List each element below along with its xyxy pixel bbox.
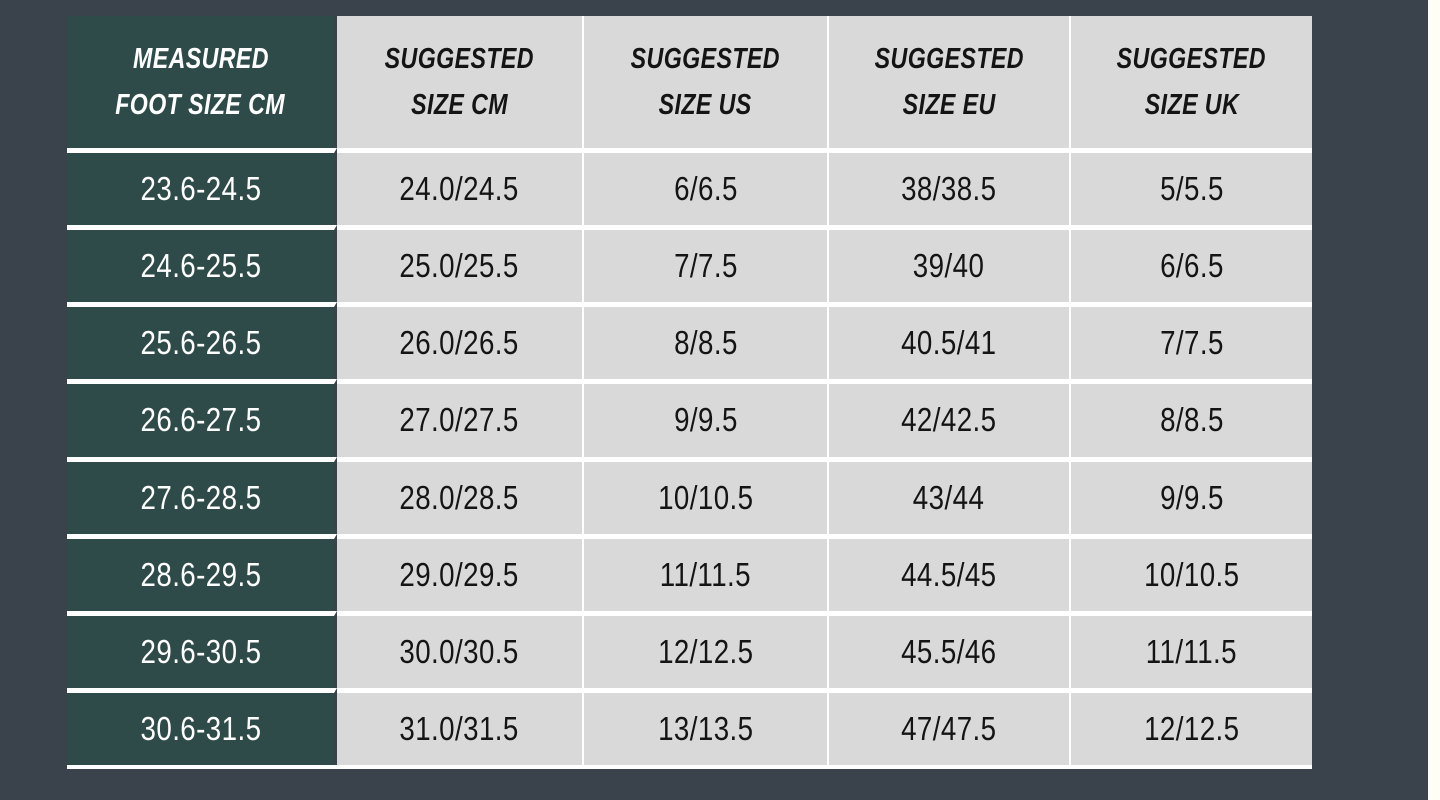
- size-cell: [584, 457, 829, 534]
- header-line: SUGGESTED: [384, 43, 535, 75]
- size-uk-value: 7/7.5: [1159, 324, 1224, 362]
- size-eu-value: 40.5/41: [901, 324, 997, 362]
- size-cell: [337, 302, 584, 379]
- size-us-value: 13/13.5: [657, 709, 754, 747]
- size-uk-value: 12/12.5: [1143, 709, 1240, 747]
- size-cell: [337, 379, 584, 456]
- header-line: FOOT SIZE CM: [115, 89, 286, 121]
- size-cm-value: 31.0/31.5: [399, 709, 520, 747]
- size-eu-value: 47/47.5: [901, 709, 997, 747]
- size-eu-value: 42/42.5: [901, 401, 997, 439]
- size-cell: [829, 688, 1071, 765]
- row-label-cell: [67, 148, 337, 225]
- size-cell: [337, 688, 584, 765]
- size-cell: [337, 457, 584, 534]
- size-cell: [1071, 534, 1312, 611]
- header-cell-suggested-size-eu: [829, 16, 1071, 148]
- measured-foot-size-value: 26.6-27.5: [140, 401, 261, 439]
- header-line: MEASURED: [132, 43, 269, 75]
- size-cell: [1071, 688, 1312, 765]
- size-us-value: 9/9.5: [673, 401, 738, 439]
- size-eu-value: 39/40: [913, 247, 985, 285]
- page-edge-strip: [1428, 0, 1440, 800]
- size-cell: [829, 611, 1071, 688]
- size-cell: [829, 225, 1071, 302]
- row-label-cell: [67, 688, 337, 765]
- measured-foot-size-value: 23.6-24.5: [140, 170, 261, 208]
- size-cm-value: 30.0/30.5: [399, 632, 520, 670]
- size-us-value: 10/10.5: [657, 478, 754, 516]
- measured-foot-size-value: 24.6-25.5: [140, 247, 261, 285]
- size-cell: [584, 534, 829, 611]
- header-line: SUGGESTED: [630, 43, 781, 75]
- size-cell: [1071, 379, 1312, 456]
- header-cell-suggested-size-us: [584, 16, 829, 148]
- size-us-value: 11/11.5: [659, 555, 752, 593]
- size-cell: [1071, 225, 1312, 302]
- header-cell-measured-foot-size-cm: [67, 16, 337, 148]
- size-cell: [584, 225, 829, 302]
- row-label-cell: [67, 457, 337, 534]
- header-line: SIZE US: [658, 89, 753, 121]
- size-us-value: 8/8.5: [673, 324, 738, 362]
- size-cell: [1071, 148, 1312, 225]
- size-eu-value: 38/38.5: [901, 170, 997, 208]
- size-cell: [337, 534, 584, 611]
- header-line: SIZE CM: [411, 89, 508, 121]
- size-cell: [337, 148, 584, 225]
- size-cm-value: 29.0/29.5: [399, 555, 520, 593]
- size-cm-value: 26.0/26.5: [399, 324, 520, 362]
- size-cell: [584, 302, 829, 379]
- header-line: SUGGESTED: [1116, 43, 1267, 75]
- size-cell: [829, 534, 1071, 611]
- size-cm-value: 28.0/28.5: [399, 478, 520, 516]
- row-label-cell: [67, 225, 337, 302]
- size-cm-value: 24.0/24.5: [399, 170, 520, 208]
- measured-foot-size-value: 30.6-31.5: [140, 709, 261, 747]
- size-us-value: 12/12.5: [657, 632, 754, 670]
- size-cm-value: 27.0/27.5: [399, 401, 520, 439]
- size-uk-value: 11/11.5: [1145, 632, 1238, 670]
- size-cell: [337, 225, 584, 302]
- row-label-cell: [67, 611, 337, 688]
- header-line: SUGGESTED: [874, 43, 1024, 75]
- row-label-cell: [67, 534, 337, 611]
- size-cell: [1071, 611, 1312, 688]
- header-line: SIZE EU: [902, 89, 996, 121]
- header-cell-suggested-size-cm: [337, 16, 584, 148]
- measured-foot-size-value: 29.6-30.5: [140, 632, 261, 670]
- measured-foot-size-value: 27.6-28.5: [140, 478, 261, 516]
- size-cell: [584, 688, 829, 765]
- size-uk-value: 9/9.5: [1159, 478, 1224, 516]
- size-uk-value: 6/6.5: [1159, 247, 1224, 285]
- size-uk-value: 10/10.5: [1143, 555, 1240, 593]
- size-cell: [337, 611, 584, 688]
- measured-foot-size-value: 25.6-26.5: [140, 324, 261, 362]
- size-eu-value: 43/44: [913, 478, 985, 516]
- size-cell: [584, 611, 829, 688]
- size-cell: [829, 148, 1071, 225]
- size-cell: [829, 302, 1071, 379]
- size-cell: [584, 379, 829, 456]
- size-cell: [584, 148, 829, 225]
- size-us-value: 6/6.5: [673, 170, 738, 208]
- size-uk-value: 5/5.5: [1159, 170, 1224, 208]
- size-cell: [1071, 457, 1312, 534]
- size-cell: [1071, 302, 1312, 379]
- size-cm-value: 25.0/25.5: [399, 247, 520, 285]
- shoe-size-conversion-table: [67, 16, 1312, 769]
- row-label-cell: [67, 379, 337, 456]
- size-uk-value: 8/8.5: [1159, 401, 1224, 439]
- size-us-value: 7/7.5: [673, 247, 738, 285]
- header-cell-suggested-size-uk: [1071, 16, 1312, 148]
- size-cell: [829, 457, 1071, 534]
- size-cell: [829, 379, 1071, 456]
- size-eu-value: 45.5/46: [901, 632, 997, 670]
- measured-foot-size-value: 28.6-29.5: [140, 555, 261, 593]
- size-eu-value: 44.5/45: [901, 555, 997, 593]
- row-label-cell: [67, 302, 337, 379]
- header-line: SIZE UK: [1144, 89, 1239, 121]
